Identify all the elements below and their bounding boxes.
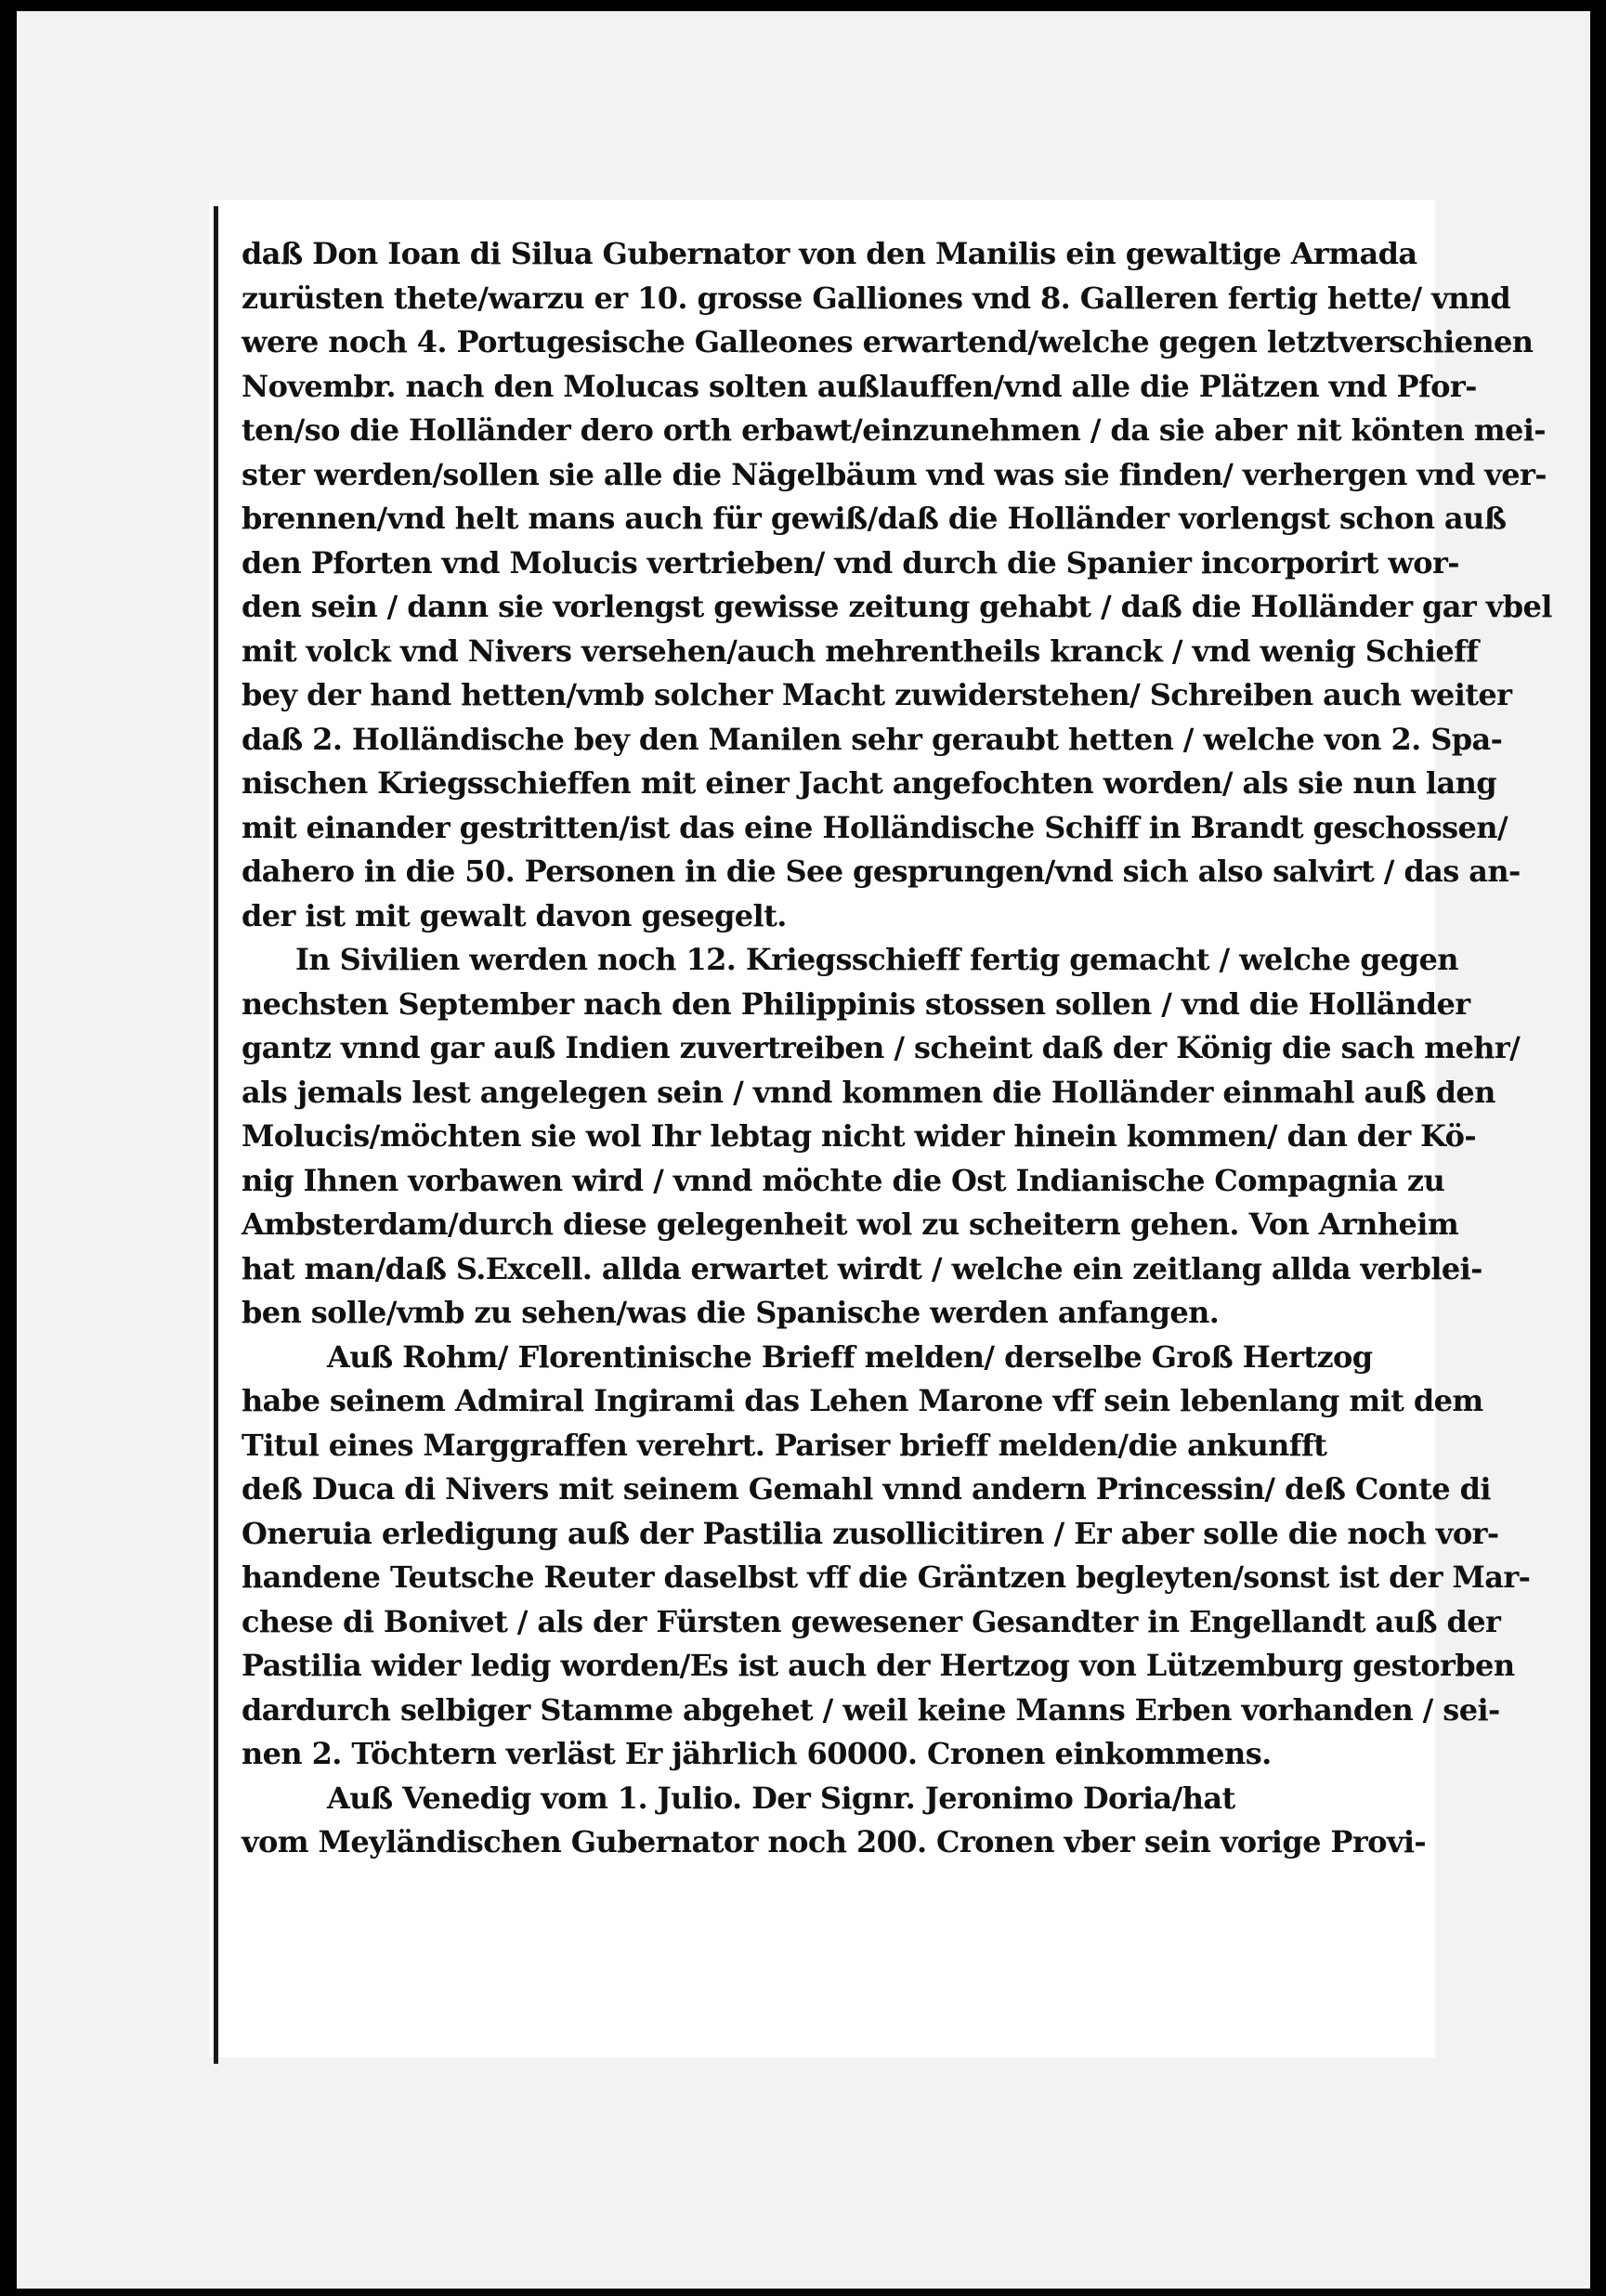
text-line: bey der hand hetten/vmb solcher Macht zuwiderstehen/ Schreiben auch weiter — [242, 677, 1512, 712]
text-line: chese di Bonivet / als der Fürsten gewesener Gesandter in Engellandt auß der — [242, 1603, 1501, 1639]
text-line: daß Don Ioan di Silua Gubernator von den Manilis ein gewaltige Armada — [242, 236, 1417, 271]
text-line: nechsten September nach den Philippinis stossen sollen / vnd die Holländer — [242, 985, 1470, 1022]
text-line: gantz vnnd gar auß Indien zuvertreiben / scheint daß der König die sach mehr/ — [242, 1030, 1521, 1065]
text-line: der ist mit gewalt davon gesegelt. — [242, 897, 787, 933]
text-line: den Pforten vnd Molucis vertrieben/ vnd durch die Spanier incorporirt wor- — [242, 544, 1459, 581]
text-line: Novembr. nach den Molucas solten außlauffen/vnd alle die Plätzen vnd Pfor- — [242, 368, 1477, 404]
text-line: habe seinem Admiral Ingirami das Lehen Marone vff sein lebenlang mit dem — [242, 1383, 1483, 1418]
text-line: daß 2. Holländische bey den Manilen sehr geraubt hetten / welche von 2. Spa- — [242, 721, 1503, 757]
text-line: zurüsten thete/warzu er 10. grosse Galliones vnd 8. Galleren fertig hette/ vnnd — [242, 280, 1511, 316]
text-line: dardurch selbiger Stamme abgehet / weil keine Manns Erben vorhanden / sei- — [242, 1691, 1500, 1728]
text-line: ten/so die Holländer dero orth erbawt/einzunehmen / da sie aber nit könten mei- — [242, 412, 1546, 448]
text-line: dahero in die 50. Personen in die See gesprungen/vnd sich also salvirt / das an- — [242, 854, 1521, 889]
text-line: ster werden/sollen sie alle die Nägelbäum vnd was sie finden/ verhergen vnd ver- — [242, 456, 1547, 492]
text-line: hat man/daß S.Excell. allda erwartet wirdt / welche ein zeitlang allda verblei- — [242, 1250, 1482, 1286]
text-line: mit einander gestritten/ist das eine Holländische Schiff in Brandt geschossen/ — [242, 809, 1508, 845]
text-line: were noch 4. Portugesische Galleones erwartend/welche gegen letztverschienen — [242, 324, 1534, 359]
text-line: den sein / dann sie vorlengst gewisse zeitung gehabt / daß die Holländer gar vbel — [242, 589, 1552, 624]
text-line: Pastilia wider ledig worden/Es ist auch der Hertzog von Lützemburg gestorben — [242, 1648, 1515, 1683]
text-line: als jemals lest angelegen sein / vnnd kommen die Holländer einmahl auß den — [242, 1074, 1495, 1110]
text-line: Molucis/möchten sie wol Ihr lebtag nicht wider hinein kommen/ dan der Kö- — [242, 1118, 1477, 1154]
text-line: handene Teutsche Reuter daselbst vff die Gräntzen begleyten/sonst ist der Mar- — [242, 1559, 1531, 1595]
body-text — [242, 232, 1552, 1865]
margin-rule — [214, 206, 218, 2064]
text-line: Titul eines Marggraffen verehrt. Pariser brieff melden/die ankunfft — [242, 1427, 1327, 1463]
text-line: Auß Venedig vom 1. Julio. Der Signr. Jeronimo Doria/hat — [327, 1780, 1235, 1816]
text-line: brennen/vnd helt mans auch für gewiß/daß die Holländer vorlengst schon auß — [242, 501, 1507, 536]
text-line: nischen Kriegsschieffen mit einer Jacht angefochten worden/ als sie nun lang — [242, 765, 1497, 801]
text-line: deß Duca di Nivers mit seinem Gemahl vnnd andern Princessin/ deß Conte di — [242, 1471, 1491, 1507]
text-line: Ambsterdam/durch diese gelegenheit wol zu scheitern gehen. Von Arnheim — [242, 1207, 1459, 1242]
text-line: ben solle/vmb zu sehen/was die Spanische werden anfangen. — [242, 1295, 1220, 1330]
text-line: In Sivilien werden noch 12. Kriegsschieff fertig gemacht / welche gegen — [295, 942, 1458, 977]
text-line: mit volck vnd Nivers versehen/auch mehrentheils kranck / vnd wenig Schieff — [242, 633, 1479, 669]
text-line: nig Ihnen vorbawen wird / vnnd möchte die Ost Indianische Compagnia zu — [242, 1162, 1445, 1198]
text-line: Oneruia erledigung auß der Pastilia zusollicitiren / Er aber solle die noch vor- — [242, 1515, 1499, 1551]
text-line: vom Meyländischen Gubernator noch 200. Cronen vber sein vorige Provi- — [242, 1824, 1427, 1859]
text-line: Auß Rohm/ Florentinische Brieff melden/ derselbe Groß Hertzog — [327, 1338, 1373, 1375]
text-line: nen 2. Töchtern verläst Er jährlich 60000. Cronen einkommens. — [242, 1736, 1272, 1771]
